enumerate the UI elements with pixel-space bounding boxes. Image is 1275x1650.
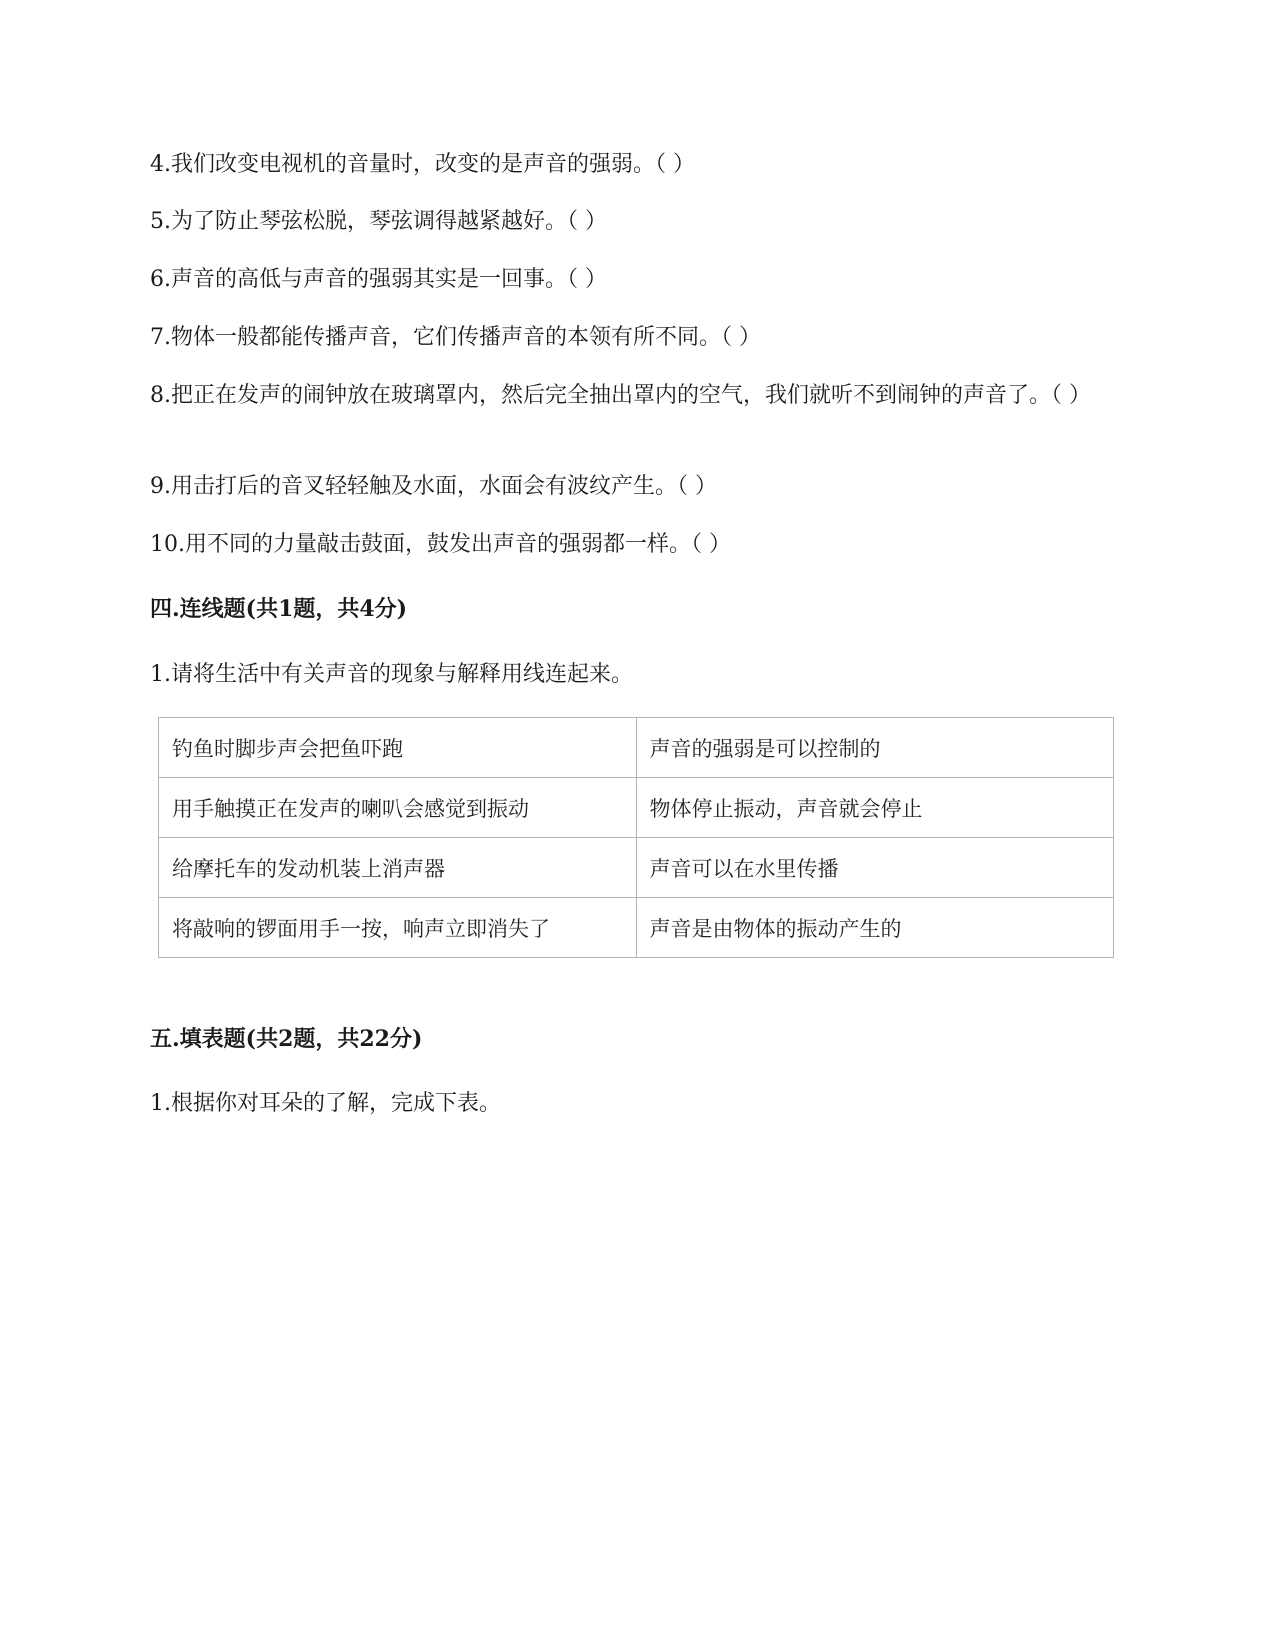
judge-question: 10.用不同的力量敲击鼓面，鼓发出声音的强弱都一样。（ ） [150,532,731,557]
table-row [159,838,1114,898]
table-row [159,898,1114,958]
explanation-cell: 声音可以在水里传播 [636,838,1114,898]
judge-question: 6.声音的高低与声音的强弱其实是一回事。（ ） [150,267,607,292]
judge-question: 4.我们改变电视机的音量时，改变的是声音的强弱。（ ） [150,152,695,177]
table-row [159,778,1114,838]
section-heading: 五.填表题(共2题，共22分) [150,1026,423,1052]
judge-question: 7.物体一般都能传播声音，它们传播声音的本领有所不同。（ ） [150,325,761,350]
phenomenon-cell: 钓鱼时脚步声会把鱼吓跑 [159,718,637,778]
matching-table [158,717,1114,958]
question-text: 1.根据你对耳朵的了解，完成下表。 [150,1091,501,1116]
explanation-cell: 物体停止振动，声音就会停止 [636,778,1114,838]
phenomenon-cell: 将敲响的锣面用手一按，响声立即消失了 [159,898,637,958]
table-row [159,718,1114,778]
judge-question: 5.为了防止琴弦松脱，琴弦调得越紧越好。（ ） [150,209,607,234]
judge-question: 8.把正在发声的闹钟放在玻璃罩内，然后完全抽出罩内的空气，我们就听不到闹钟的声音了。（ ） [150,383,1091,408]
judge-question: 9.用击打后的音叉轻轻触及水面，水面会有波纹产生。（ ） [150,474,717,499]
section-heading: 四.连线题(共1题，共4分) [150,596,408,622]
phenomenon-cell: 用手触摸正在发声的喇叭会感觉到振动 [159,778,637,838]
question-text: 1.请将生活中有关声音的现象与解释用线连起来。 [150,662,633,687]
explanation-cell: 声音的强弱是可以控制的 [636,718,1114,778]
phenomenon-cell: 给摩托车的发动机装上消声器 [159,838,637,898]
explanation-cell: 声音是由物体的振动产生的 [636,898,1114,958]
